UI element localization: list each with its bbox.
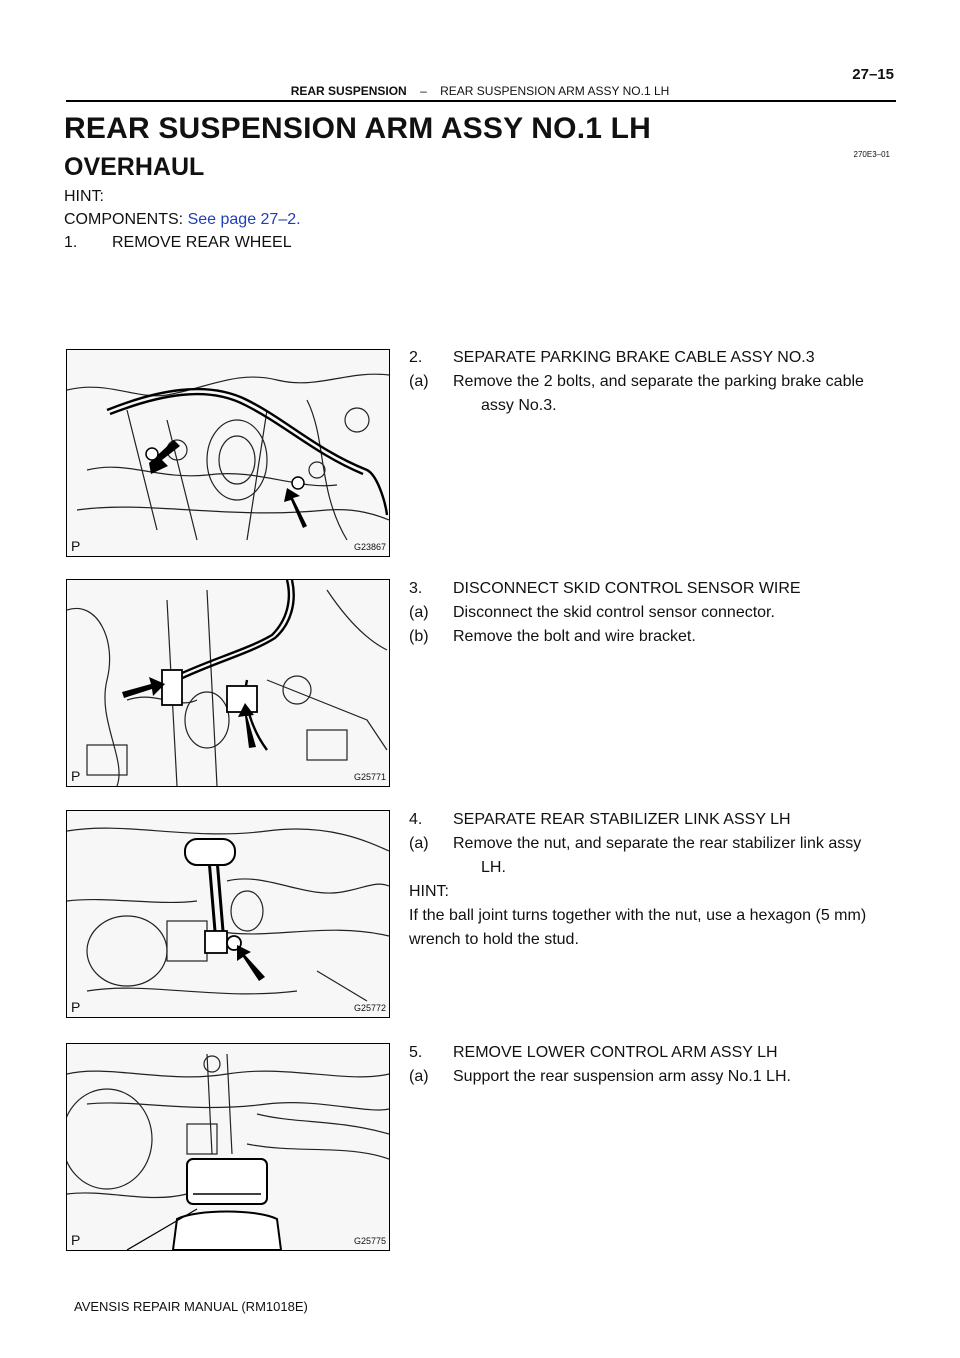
step-5-num: 5. xyxy=(409,1044,423,1061)
step-4a xyxy=(409,834,899,854)
components-line xyxy=(64,210,301,230)
step-4-title: SEPARATE REAR STABILIZER LINK ASSY LH xyxy=(453,811,791,828)
step-4a-label: (a) xyxy=(409,835,429,852)
running-header xyxy=(0,84,960,98)
figure-g25771 xyxy=(66,579,390,787)
step-4-hint-label: HINT: xyxy=(409,883,449,900)
components-label: COMPONENTS: xyxy=(64,211,184,228)
step-1 xyxy=(64,233,292,253)
figure-4-letter: P xyxy=(71,1232,81,1248)
step-3-num: 3. xyxy=(409,580,423,597)
step-5a-line1: Support the rear suspension arm assy No.1 LH. xyxy=(453,1068,791,1085)
figure-3-id: G25772 xyxy=(353,1003,386,1013)
step-1-title: REMOVE REAR WHEEL xyxy=(112,234,292,251)
step-3b-label: (b) xyxy=(409,628,429,645)
figure-4-id: G25775 xyxy=(353,1236,386,1246)
step-5a xyxy=(409,1067,899,1087)
step-4 xyxy=(409,810,899,830)
figure-g25775 xyxy=(66,1043,390,1251)
step-3a-line1: Disconnect the skid control sensor connector. xyxy=(453,604,775,621)
components-link[interactable]: See page 27–2. xyxy=(187,211,301,228)
step-5-title: REMOVE LOWER CONTROL ARM ASSY LH xyxy=(453,1044,778,1061)
illustration-stabilizer-link xyxy=(67,811,389,1017)
step-4-hint-line1: If the ball joint turns together with the nut, use a hexagon (5 mm) xyxy=(409,907,867,924)
step-3-title: DISCONNECT SKID CONTROL SENSOR WIRE xyxy=(453,580,801,597)
header-subsection: REAR SUSPENSION ARM ASSY NO.1 LH xyxy=(440,84,670,98)
header-separator: – xyxy=(420,84,427,98)
illustration-jack-support xyxy=(67,1044,389,1250)
hint-label: HINT: xyxy=(64,188,104,205)
step-4a-line1: Remove the nut, and separate the rear stabilizer link assy xyxy=(453,835,862,852)
header-section: REAR SUSPENSION xyxy=(290,84,407,98)
step-3 xyxy=(409,579,899,599)
step-5a-label: (a) xyxy=(409,1068,429,1085)
step-4-num: 4. xyxy=(409,811,423,828)
step-3a-label: (a) xyxy=(409,604,429,621)
figure-2-id: G25771 xyxy=(353,772,386,782)
step-2a-label: (a) xyxy=(409,373,429,390)
illustration-skid-sensor-wire xyxy=(67,580,389,786)
step-2-num: 2. xyxy=(409,349,423,366)
step-5 xyxy=(409,1043,899,1063)
step-4-hint-line2: wrench to hold the stud. xyxy=(409,931,579,948)
figure-1-letter: P xyxy=(71,538,81,554)
step-2-title: SEPARATE PARKING BRAKE CABLE ASSY NO.3 xyxy=(453,349,815,366)
step-4a-line2: LH. xyxy=(481,859,506,876)
footer: AVENSIS REPAIR MANUAL (RM1018E) xyxy=(74,1299,308,1314)
figure-g25772 xyxy=(66,810,390,1018)
header-rule xyxy=(66,100,896,102)
page-title: REAR SUSPENSION ARM ASSY NO.1 LH xyxy=(64,112,652,145)
page-subtitle: OVERHAUL xyxy=(64,153,205,181)
page-number: 27–15 xyxy=(852,66,894,83)
doc-code: 270E3–01 xyxy=(853,150,890,159)
step-2a xyxy=(409,372,899,392)
step-2a-line1: Remove the 2 bolts, and separate the parking brake cable xyxy=(453,373,864,390)
figure-2-letter: P xyxy=(71,768,81,784)
step-1-num: 1. xyxy=(64,234,78,251)
illustration-parking-brake-cable xyxy=(67,350,389,556)
step-3b-line1: Remove the bolt and wire bracket. xyxy=(453,628,696,645)
figure-g23867 xyxy=(66,349,390,557)
step-2 xyxy=(409,348,899,368)
step-3b xyxy=(409,627,899,647)
step-2a-line2: assy No.3. xyxy=(481,397,557,414)
step-3a xyxy=(409,603,899,623)
figure-1-id: G23867 xyxy=(353,542,386,552)
figure-3-letter: P xyxy=(71,999,81,1015)
